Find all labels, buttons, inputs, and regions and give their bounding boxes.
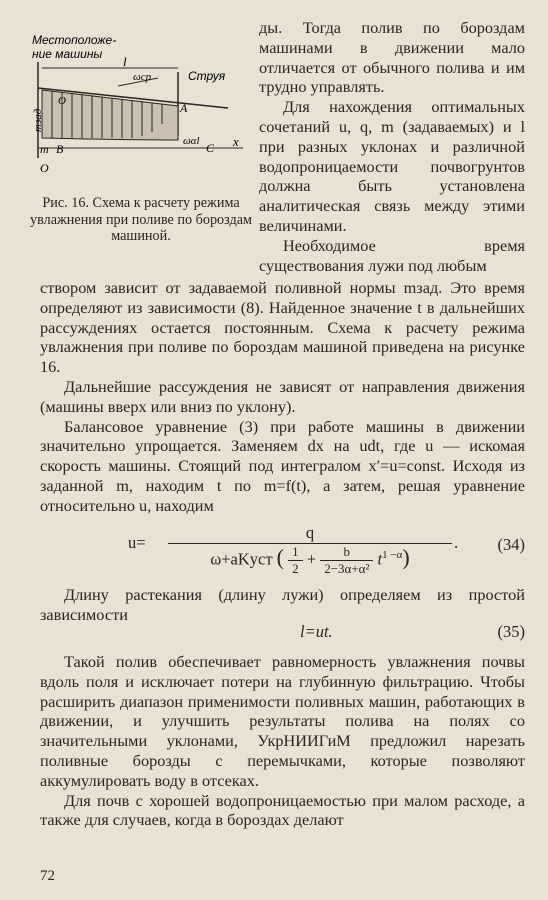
eq34-tail: .: [454, 533, 459, 552]
eq34-den-left: ω+aKуст: [210, 549, 273, 569]
paragraph-8: Для почв с хорошей водопроницаемостью при малом расходе, а также для случаев, когда в бороздах делают: [40, 790, 525, 830]
final-text: [40, 652, 525, 830]
paragraph-4: Дальнейшие рассуждения не зависят от направления движения (машины вверх или вниз по уклону).: [40, 376, 525, 416]
eq35-expr: l=ut.: [300, 622, 333, 641]
eq34-number: (34): [497, 535, 525, 554]
fig-label-A: A: [180, 101, 188, 115]
fig-label-jet: Струя: [188, 69, 226, 83]
paragraph-1: ды. Тогда полив по бороздам машинами в движении мало отличается от обычного полива и им трудно управлять.: [259, 18, 525, 97]
fig-label-machine: Местоположе-: [32, 33, 117, 47]
fig-label-machine2: ние машины: [32, 47, 103, 61]
fig-label-l: l: [123, 54, 127, 69]
figure-16: [28, 28, 250, 193]
figure-caption: Рис. 16. Схема к расчету режима увлажнения при поливе по бороздам машиной.: [30, 195, 252, 244]
furrow-diagram: [28, 28, 250, 193]
fig-label-C: C: [206, 141, 215, 155]
paragraph-3-cont: створом зависит от задаваемой поливной нормы mзад. Это время определяют из зависимости (8). Найденное значение t в дальнейших рассуждениях остается постоянным. Схема к расчету режима увлажнения при поливе по бороздам машиной приведена на рисунке 16.: [40, 278, 525, 377]
eq34-exponent: 1 −α: [382, 548, 403, 561]
fig-label-O2: O: [40, 161, 49, 175]
fig-label-mzad: mзад: [32, 108, 44, 132]
paragraph-6: Длину растекания (длину лужи) определяем из простой зависимости: [40, 585, 525, 624]
eq34-inner-frac2: $\frac{b}{\text{2−3α+α²}}$: [320, 544, 373, 577]
fig-label-O: O: [58, 95, 66, 107]
paragraph-6-block: [40, 585, 525, 625]
eq34-inner-frac1: $\frac{1}{2}$: [288, 544, 303, 577]
eq34-plus: +: [306, 549, 317, 569]
fig-label-m: m: [40, 142, 49, 156]
eq34-denominator: ω+aKуст ( $\frac{1}{2}$ + $\frac{b}{\text{2−3α+α²}}$ $t^{1 -\alpha}$): [210, 544, 410, 576]
eq34-numerator: q: [168, 523, 452, 544]
eq34-exp-base: t: [377, 549, 383, 569]
eq34-lhs: u=: [128, 533, 146, 552]
eq34-fraction: [168, 523, 452, 577]
paragraph-5: Балансовое уравнение (3) при работе машины в движении значительно упрощается. Заменяем dx на udt, где u — искомая скорость машины. Стоящий под интегралом x′=u=const. Исходя из заданной m, находим t по m=f(t), а затем, решая уравнение относительно u, находим: [40, 416, 525, 515]
right-column: [259, 18, 525, 275]
paragraph-3-start: Необходимое время существования лужи под любым: [259, 235, 525, 275]
fig-label-wcp: ωср: [133, 71, 152, 83]
paragraph-2: Для нахождения оптимальных сочетаний u, q, m (задаваемых) и l при разных уклонах и различной водопроницаемости почвогрунтов должна быть установлена аналитическая связь между этими величинами.: [259, 97, 525, 235]
full-width-text: [40, 278, 525, 516]
page-number: 72: [40, 868, 55, 884]
fig-label-x: x: [233, 134, 239, 149]
fig-label-wdt: ωαl: [183, 135, 200, 147]
fig-label-B: B: [56, 142, 64, 156]
eq35-number: (35): [497, 622, 525, 641]
paragraph-7: Такой полив обеспечивает равномерность увлажнения почвы вдоль поля и исключает потери на глубинную фильтрацию. Чтобы расширить диапазон применимости поливных машин, работающих в движении, и улучшить результаты полива на полях со значительными уклонами, УкрНИИГиМ предложил нарезать поливные борозды с перемычками, которые позволяют аккумулировать воду в отсеках.: [40, 652, 525, 790]
